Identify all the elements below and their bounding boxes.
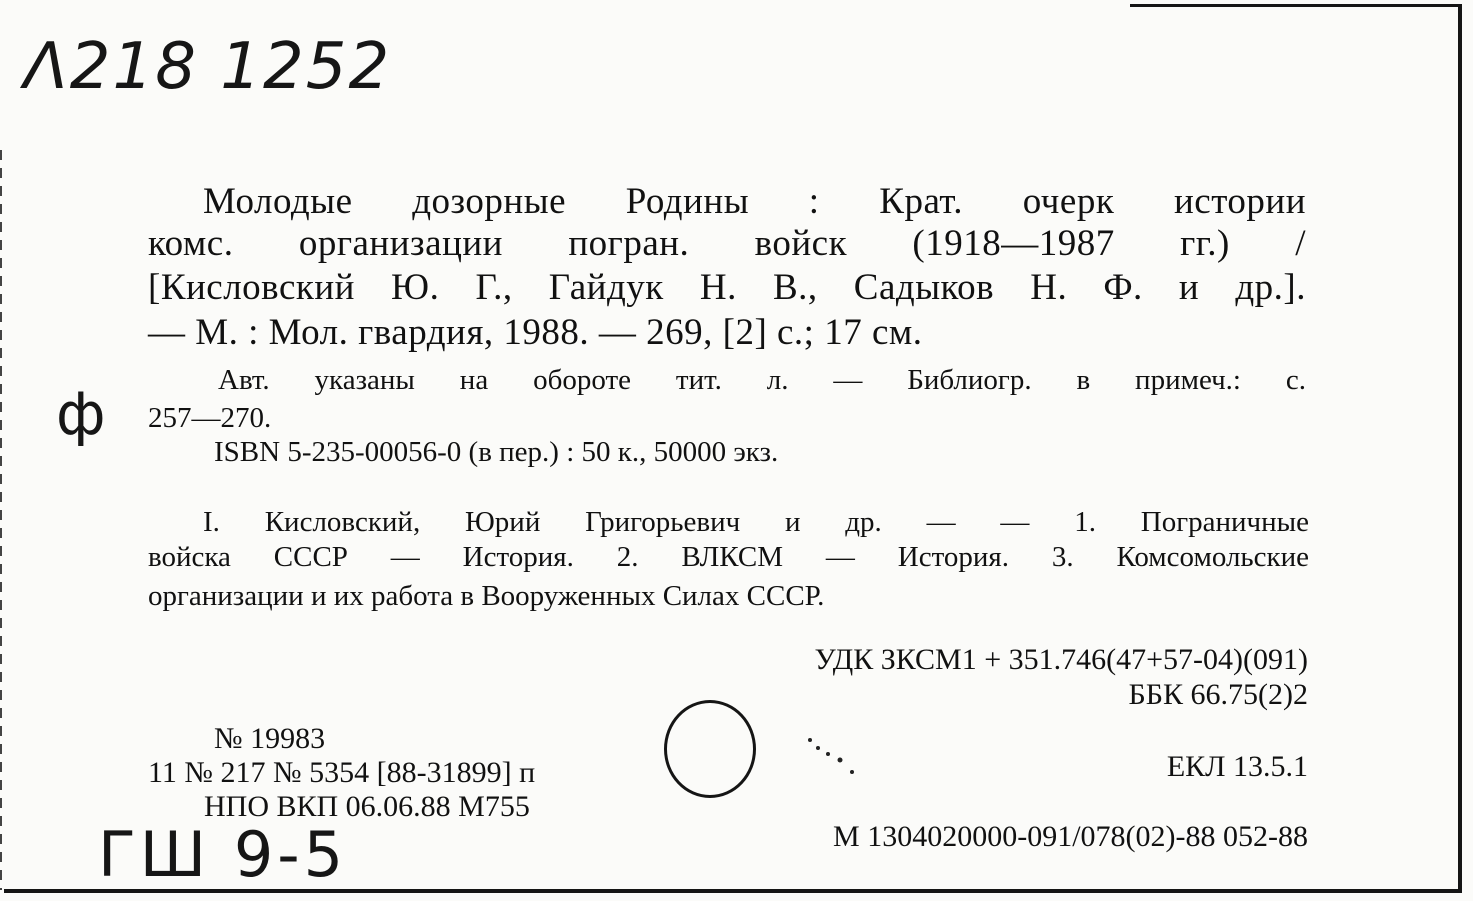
publisher-line: НПО ВКП 06.06.88 М755 [204, 790, 530, 823]
tracing-line: организации и их работа в Вооруженных Силах СССР. [148, 580, 825, 612]
publication-code: М 1304020000-091/078(02)-88 052-88 [833, 820, 1308, 853]
ekl-code: ЕКЛ 13.5.1 [1166, 750, 1308, 783]
tracing-line: войска СССР — История. 2. ВЛКСМ — История. 3. Комсомольские [148, 541, 1309, 573]
card-number: № 19983 [214, 722, 326, 755]
tracing-line: I. Кисловский, Юрий Григорьевич и др. — — 1. Пограничные [203, 506, 1309, 538]
description-line: Молодые дозорные Родины : Крат. очерк истории [203, 181, 1306, 222]
udc-code: УДК ЗКСМ1 + 351.746(47+57-04)(091) [814, 643, 1308, 676]
handwritten-margin-mark: ф [56, 380, 106, 448]
description-line: [Кисловский Ю. Г., Гайдук Н. В., Садыков Н. Ф. и др.]. [148, 267, 1306, 308]
notes-line: Авт. указаны на обороте тит. л. — Библиогр. в примеч.: с. [218, 364, 1306, 396]
handwritten-call-number: ГШ 9-5 [98, 818, 348, 891]
card-top-border [1130, 4, 1462, 7]
ink-specks [800, 730, 870, 780]
card-right-border [1458, 4, 1462, 892]
bbk-code: ББК 66.75(2)2 [1128, 678, 1308, 711]
handwritten-shelfmark: Λ218 1252 [24, 30, 392, 104]
card-left-border [0, 150, 2, 890]
order-line: 11 № 217 № 5354 [88-31899] п [148, 756, 536, 789]
description-line: комс. организации погран. войск (1918—1987 гг.) / [148, 223, 1306, 264]
stamp-circle [664, 700, 756, 798]
isbn-line: ISBN 5-235-00056-0 (в пер.) : 50 к., 50000 экз. [214, 436, 779, 468]
notes-line: 257—270. [148, 402, 272, 434]
description-line: — М. : Мол. гвардия, 1988. — 269, [2] с.; 17 см. [148, 312, 923, 353]
